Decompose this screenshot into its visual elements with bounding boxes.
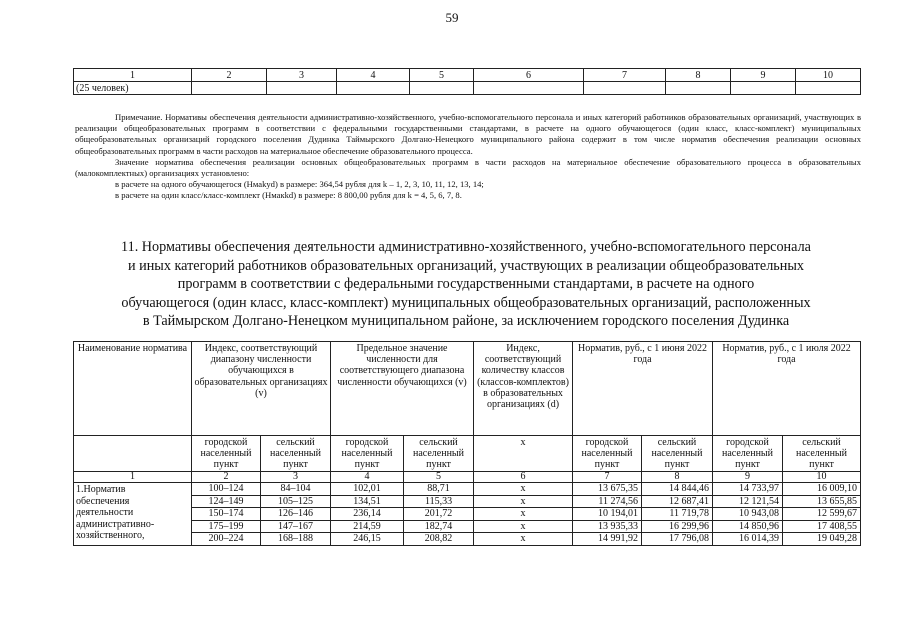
col-number: 3 bbox=[261, 472, 331, 483]
note-paragraph: Значение норматива обеспечения реализации основных общеобразовательных программ в части расходов на материальное обеспечение образовательного процесса в образовательных (малокомплектных) организациях установлено: bbox=[75, 156, 861, 179]
section-title bbox=[85, 238, 847, 331]
table-cell: 14 850,96 bbox=[713, 520, 783, 533]
table-cell: 14 991,92 bbox=[573, 533, 642, 546]
subheader-urban: городской населенный пункт bbox=[573, 436, 642, 472]
section-title-line: программ в соответствии с федеральными государственными стандартами, в расчете на одного bbox=[177, 276, 755, 293]
table-cell: 182,74 bbox=[404, 520, 474, 533]
continuation-table bbox=[73, 68, 861, 95]
column-number-row bbox=[74, 472, 861, 483]
continuation-row bbox=[74, 82, 861, 95]
header-index-range: Индекс, соответствующий диапазону численности обучающихся в образовательных организациях (v) bbox=[192, 342, 331, 436]
section-title-line: 11. Нормативы обеспечения деятельности административно-хозяйственного, учебно-вспомогательного персонала bbox=[121, 239, 811, 255]
section-title-line: и иных категорий работников образовательных организаций, участвующих в реализации общеобразовательных bbox=[127, 257, 804, 274]
table-cell: 115,33 bbox=[404, 495, 474, 508]
subheader-rural: сельский населенный пункт bbox=[642, 436, 713, 472]
norm-name-line: 1.Норматив bbox=[76, 484, 126, 495]
table-cell: 14 844,46 bbox=[642, 483, 713, 496]
table-cell: 11 719,78 bbox=[642, 508, 713, 521]
table-cell: 19 049,28 bbox=[783, 533, 861, 546]
table-cell: 13 675,35 bbox=[573, 483, 642, 496]
subheader-empty bbox=[74, 436, 192, 472]
table-cell: 13 655,85 bbox=[783, 495, 861, 508]
table-cell: 88,71 bbox=[404, 483, 474, 496]
subheader-urban: городской населенный пункт bbox=[192, 436, 261, 472]
table-cell: 150–174 bbox=[192, 508, 261, 521]
col-number: 5 bbox=[404, 472, 474, 483]
table-cell bbox=[410, 82, 474, 95]
table-cell: х bbox=[474, 533, 573, 546]
table-cell bbox=[474, 82, 584, 95]
col-number: 7 bbox=[573, 472, 642, 483]
col-number: 4 bbox=[337, 69, 410, 82]
table-cell: х bbox=[474, 520, 573, 533]
norm-name-line: обеспечения bbox=[76, 495, 130, 507]
table-cell: 14 733,97 bbox=[713, 483, 783, 496]
note-paragraph: Примечание. Нормативы обеспечения деятельности административно-хозяйственного, учебно-вспомогательного персонала и иных категорий работников образовательных организаций, участвующих в реализации общеобразовательных программ в соответствии с федеральными государственными стандартами, в расчете на одного обучающегося (один класс, класс-комплект) муниципальных общеобразовательных организаций городского поселения Дудинка Таймырского Долгано-Ненецкого муниципального района содержит в том числе норматив обеспечения реализации основных общеобразовательных программ в части расходов на материальное обеспечение образовательного процесса. bbox=[75, 112, 861, 156]
subheader-x: х bbox=[474, 436, 573, 472]
table-cell: 12 121,54 bbox=[713, 495, 783, 508]
col-number: 7 bbox=[584, 69, 666, 82]
table-cell: 84–104 bbox=[261, 483, 331, 496]
page-number: 59 bbox=[445, 10, 459, 25]
table-cell: 102,01 bbox=[331, 483, 404, 496]
col-number: 3 bbox=[267, 69, 337, 82]
table-cell: 12 687,41 bbox=[642, 495, 713, 508]
col-number: 1 bbox=[74, 69, 192, 82]
norm-name-cell bbox=[74, 483, 192, 546]
table-cell: 13 935,33 bbox=[573, 520, 642, 533]
table-row bbox=[74, 483, 861, 496]
table-row bbox=[74, 520, 861, 533]
col-number: 9 bbox=[713, 472, 783, 483]
table-cell: 236,14 bbox=[331, 508, 404, 521]
col-number: 8 bbox=[666, 69, 731, 82]
note-block bbox=[75, 112, 861, 202]
header-name: Наименование норматива bbox=[74, 342, 192, 436]
table-cell: х bbox=[474, 483, 573, 496]
subheader-urban: городской населенный пункт bbox=[331, 436, 404, 472]
table-subheader-row bbox=[74, 436, 861, 472]
table-cell: 134,51 bbox=[331, 495, 404, 508]
table-cell bbox=[337, 82, 410, 95]
table-cell: 147–167 bbox=[261, 520, 331, 533]
col-number: 10 bbox=[796, 69, 861, 82]
col-number: 5 bbox=[410, 69, 474, 82]
table-cell: 10 194,01 bbox=[573, 508, 642, 521]
col-number: 10 bbox=[783, 472, 861, 483]
subheader-rural: сельский населенный пункт bbox=[261, 436, 331, 472]
header-norm-june: Норматив, руб., с 1 июня 2022 года bbox=[573, 342, 713, 436]
table-row bbox=[74, 533, 861, 546]
norms-table bbox=[73, 341, 861, 546]
table-cell: 16 014,39 bbox=[713, 533, 783, 546]
table-cell: 246,15 bbox=[331, 533, 404, 546]
table-cell: 16 009,10 bbox=[783, 483, 861, 496]
table-cell bbox=[731, 82, 796, 95]
table-cell: х bbox=[474, 495, 573, 508]
table-cell: 12 599,67 bbox=[783, 508, 861, 521]
subheader-rural: сельский населенный пункт bbox=[404, 436, 474, 472]
table-cell: 175–199 bbox=[192, 520, 261, 533]
subheader-urban: городской населенный пункт bbox=[713, 436, 783, 472]
table-cell bbox=[796, 82, 861, 95]
section-title-line: обучающегося (один класс, класс-комплект) муниципальных общеобразовательных организаций, расположенных bbox=[121, 294, 811, 311]
table-cell: (25 человек) bbox=[74, 82, 192, 95]
table-cell: 16 299,96 bbox=[642, 520, 713, 533]
note-item: в расчете на одного обучающегося (Нмаkуd) в размере: 364,54 рубля для k – 1, 2, 3, 10, 11, 12, 13, 14; bbox=[115, 179, 484, 190]
table-cell bbox=[267, 82, 337, 95]
header-norm-july: Норматив, руб., с 1 июля 2022 года bbox=[713, 342, 861, 436]
col-number: 6 bbox=[474, 472, 573, 483]
table-cell bbox=[666, 82, 731, 95]
norm-name-line: административно- bbox=[76, 518, 155, 530]
table-cell: 200–224 bbox=[192, 533, 261, 546]
table-cell: 168–188 bbox=[261, 533, 331, 546]
table-cell: 124–149 bbox=[192, 495, 261, 508]
table-cell: х bbox=[474, 508, 573, 521]
col-number: 6 bbox=[474, 69, 584, 82]
col-number: 1 bbox=[74, 472, 192, 483]
table-cell bbox=[584, 82, 666, 95]
table-cell: 17 408,55 bbox=[783, 520, 861, 533]
subheader-rural: сельский населенный пункт bbox=[783, 436, 861, 472]
header-limit: Предельное значение численности для соответствующего диапазона численности обучающихся (v) bbox=[331, 342, 474, 436]
table-cell: 17 796,08 bbox=[642, 533, 713, 546]
norm-name-line: хозяйственного, bbox=[76, 530, 145, 541]
col-number: 8 bbox=[642, 472, 713, 483]
continuation-header-row bbox=[74, 69, 861, 82]
table-row bbox=[74, 495, 861, 508]
table-header-row bbox=[74, 342, 861, 436]
table-cell: 11 274,56 bbox=[573, 495, 642, 508]
col-number: 2 bbox=[192, 69, 267, 82]
note-item: в расчете на один класс/класс-комплект (Нмакkd) в размере: 8 800,00 рубля для k = 4, 5, 6, 7, 8. bbox=[115, 190, 462, 201]
section-title-line: в Таймырском Долгано-Ненецком муниципальном районе, за исключением городского поселения Дудинка bbox=[142, 313, 790, 330]
table-row bbox=[74, 508, 861, 521]
table-cell bbox=[192, 82, 267, 95]
table-cell: 201,72 bbox=[404, 508, 474, 521]
table-cell: 214,59 bbox=[331, 520, 404, 533]
norm-name-line: деятельности bbox=[76, 507, 134, 518]
col-number: 4 bbox=[331, 472, 404, 483]
col-number: 9 bbox=[731, 69, 796, 82]
table-cell: 100–124 bbox=[192, 483, 261, 496]
table-cell: 126–146 bbox=[261, 508, 331, 521]
col-number: 2 bbox=[192, 472, 261, 483]
table-cell: 208,82 bbox=[404, 533, 474, 546]
table-cell: 10 943,08 bbox=[713, 508, 783, 521]
table-cell: 105–125 bbox=[261, 495, 331, 508]
header-index-classes: Индекс, соответствующий количеству классов (классов-комплектов) в образовательных организациях (d) bbox=[474, 342, 573, 436]
